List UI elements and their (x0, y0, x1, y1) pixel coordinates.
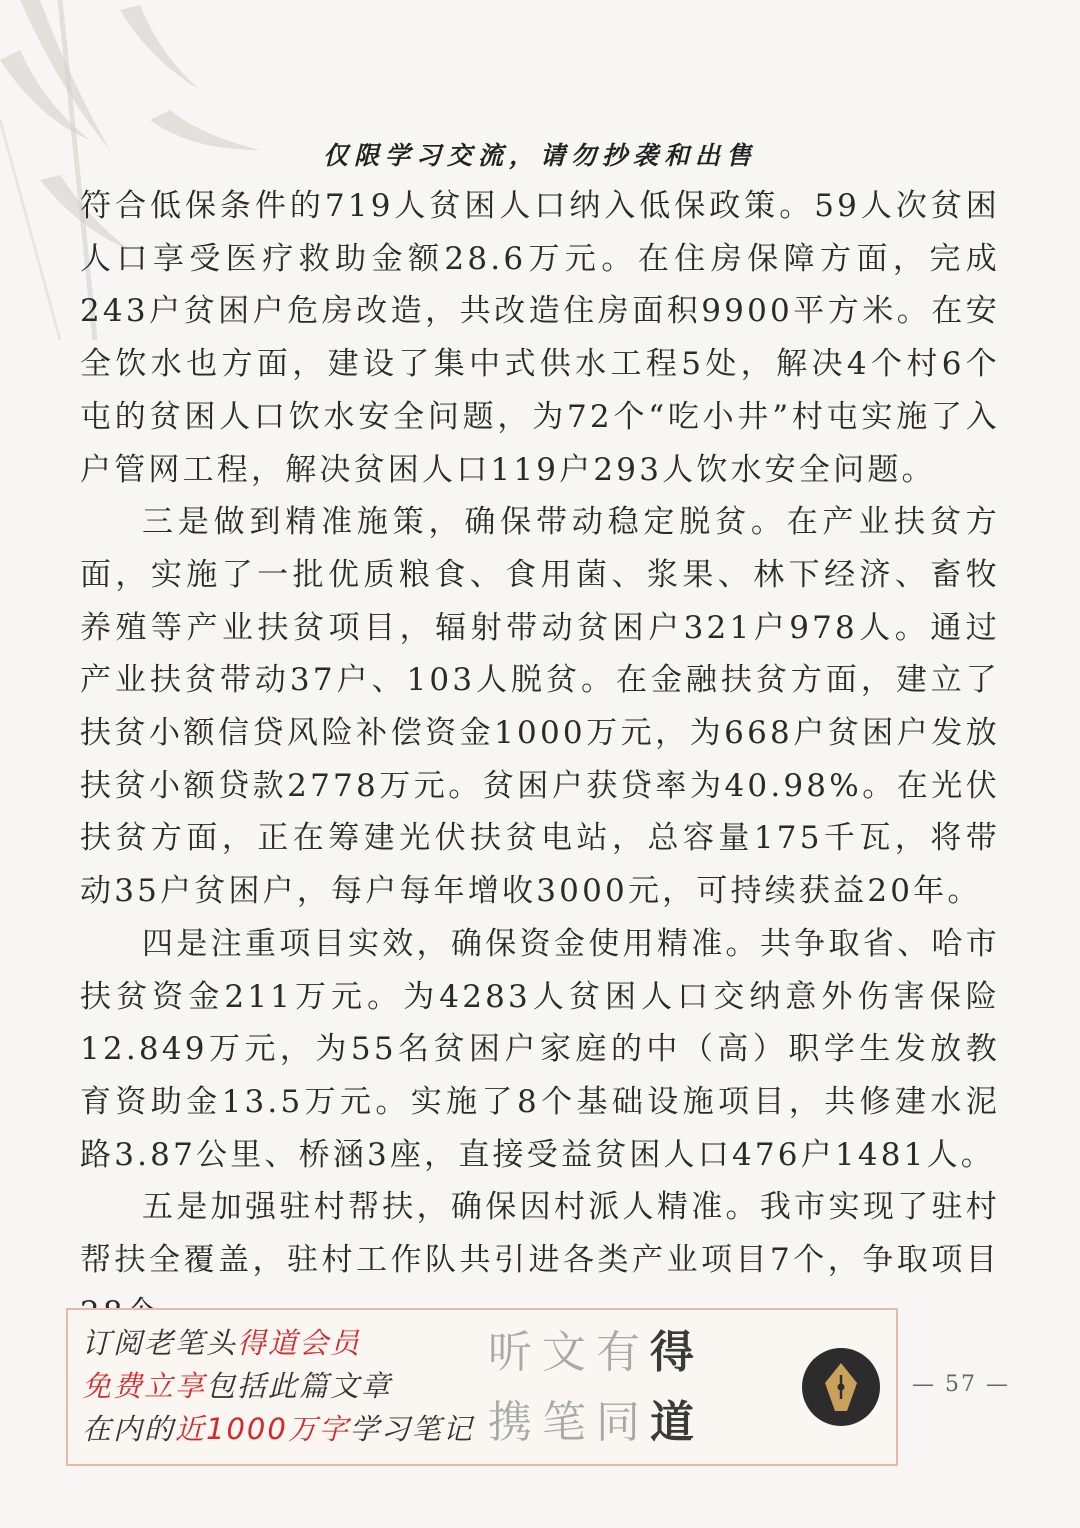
paragraph-point-five: 五是加强驻村帮扶，确保因村派人精准。我市实现了驻村帮扶全覆盖，驻村工作队共引进各类产业项目7个，争取项目 (80, 1189, 1000, 1279)
page-number: — 57 — (912, 1372, 1010, 1397)
brand-slogan (488, 1318, 704, 1458)
promo-line-3: 在内的近1000万字学习笔记 (82, 1412, 474, 1446)
promo-line-2: 免费立享包括此篇文章 (82, 1369, 393, 1403)
promo-text (82, 1322, 474, 1451)
promo-line-1: 订阅老笔头得道会员 (82, 1326, 362, 1360)
membership-banner[interactable] (66, 1308, 898, 1466)
paragraph-point-three: 三是做到精准施策，确保带动稳定脱贫。在产业扶贫方面，实施了一批优质粮食、食用菌、浆果、林下经济、畜牧养殖等产业扶贫项目，辐射带动贫困户321户978人。通过产业扶贫带动37户、103人脱贫。在金融扶贫方面，建立了扶贫小额信贷风险补偿资金1000万元，为668户贫困户发放扶贫小额贷款2778万元。贫困户获贷率为40.98%。在光伏扶贫方面，正在筹建光伏扶贫电站，总容量175千瓦，将带动35户贫困户，每户每年增收3000元，可持续获益20年。 (80, 504, 1000, 910)
slogan-line-1: 听文有得 (488, 1327, 704, 1378)
paragraph-point-four: 四是注重项目实效，确保资金使用精准。共争取省、哈市扶贫资金211万元。为4283人贫困人口交纳意外伤害保险12.849万元，为55名贫困户家庭的中（高）职学生发放教育资助金13.5万元。实施了8个基础设施项目，共修建水泥路3.87公里、桥涵3座，直接受益贫困人口476户1481人。 (80, 925, 1000, 1173)
pen-nib-logo-icon (802, 1348, 880, 1426)
paragraph-continuation: 符合低保条件的719人贫困人口纳入低保政策。59人次贫困人口享受医疗救助金额28.6万元。在住房保障方面，完成243户贫困户危房改造，共改造住房面积9900平方米。在安全饮水也方面，建设了集中式供水工程5处，解决4个村6个屯的贫困人口饮水安全问题，为72个“吃小井”村屯实施了入户管网工程，解决贫困人口119户293人饮水安全问题。 (80, 188, 1000, 488)
copyright-notice: 仅限学习交流，请勿抄袭和出售 (322, 141, 757, 170)
article-body (80, 180, 1000, 1339)
slogan-line-2: 携笔同道 (488, 1397, 704, 1448)
